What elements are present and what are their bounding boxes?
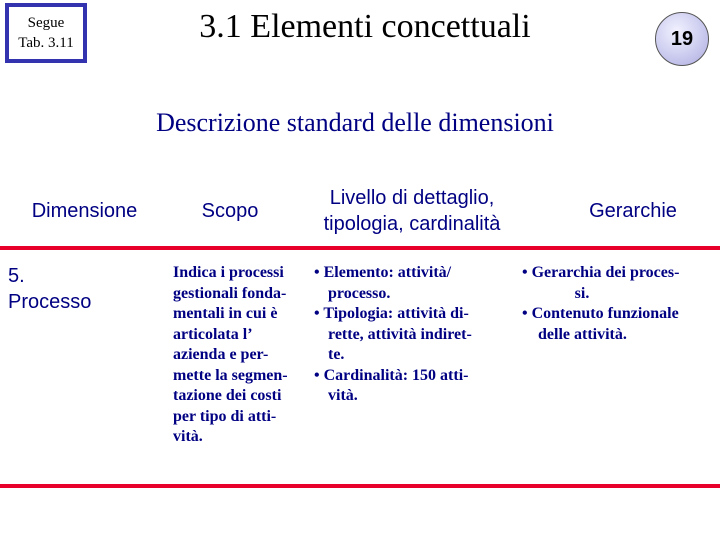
page-title: 3.1 Elementi concettuali: [199, 8, 531, 45]
scopo-line: gestionali fonda-: [173, 284, 287, 302]
column-header-scopo: Scopo: [201, 200, 259, 222]
scopo-line: vità.: [173, 428, 203, 445]
scopo-line: per tipo di atti-: [173, 407, 277, 425]
livello-line: vità.: [328, 387, 358, 404]
livello-line: processo.: [328, 284, 391, 302]
gerarchie-bullet-processi: • Gerarchia dei proces-: [522, 264, 680, 281]
cell-gerarchie: [522, 263, 720, 345]
table-bottom-rule: [0, 484, 720, 488]
cell-livello: [314, 263, 519, 407]
column-header-livello: [296, 185, 528, 237]
scopo-line: mentali in cui è: [173, 305, 278, 322]
gerarchie-bullet-contenuto: • Contenuto funzionale: [522, 305, 679, 322]
scopo-line: azienda e per-: [173, 346, 269, 363]
cell-dimensione-number: 5.: [8, 265, 25, 287]
cell-dimensione: [8, 263, 158, 315]
gerarchie-line: si.: [574, 284, 590, 302]
scopo-line: mette la segmen-: [173, 366, 288, 384]
column-divider: [166, 250, 168, 484]
livello-line: te.: [328, 346, 345, 363]
column-header-livello-line1: Livello di dettaglio,: [329, 187, 495, 209]
cell-dimensione-name: Processo: [8, 291, 92, 313]
livello-bullet-tipologia: • Tipologia: attività di-: [314, 305, 469, 322]
livello-bullet-cardinalita: • Cardinalità: 150 atti-: [314, 366, 469, 384]
segue-table-ref: Tab. 3.11: [18, 35, 74, 51]
column-header-livello-line2: tipologia, cardinalità: [323, 213, 501, 235]
segue-box: [5, 3, 87, 63]
segue-label: Segue: [27, 15, 65, 31]
column-header-dimensione: Dimensione: [31, 200, 138, 222]
scopo-line: articolata l’: [173, 325, 253, 343]
livello-line: rette, attività indiret-: [328, 325, 472, 343]
gerarchie-line: delle attività.: [538, 325, 627, 343]
section-subtitle: Descrizione standard delle dimensioni: [156, 108, 554, 137]
scopo-line: Indica i processi: [173, 264, 284, 281]
scopo-line: tazione dei costi: [173, 387, 282, 404]
column-header-gerarchie: Gerarchie: [589, 200, 677, 222]
table-top-rule: [0, 246, 720, 250]
cell-scopo: [173, 263, 313, 448]
livello-bullet-elemento: • Elemento: attività/: [314, 264, 452, 281]
page-number-badge: 19: [655, 12, 709, 66]
